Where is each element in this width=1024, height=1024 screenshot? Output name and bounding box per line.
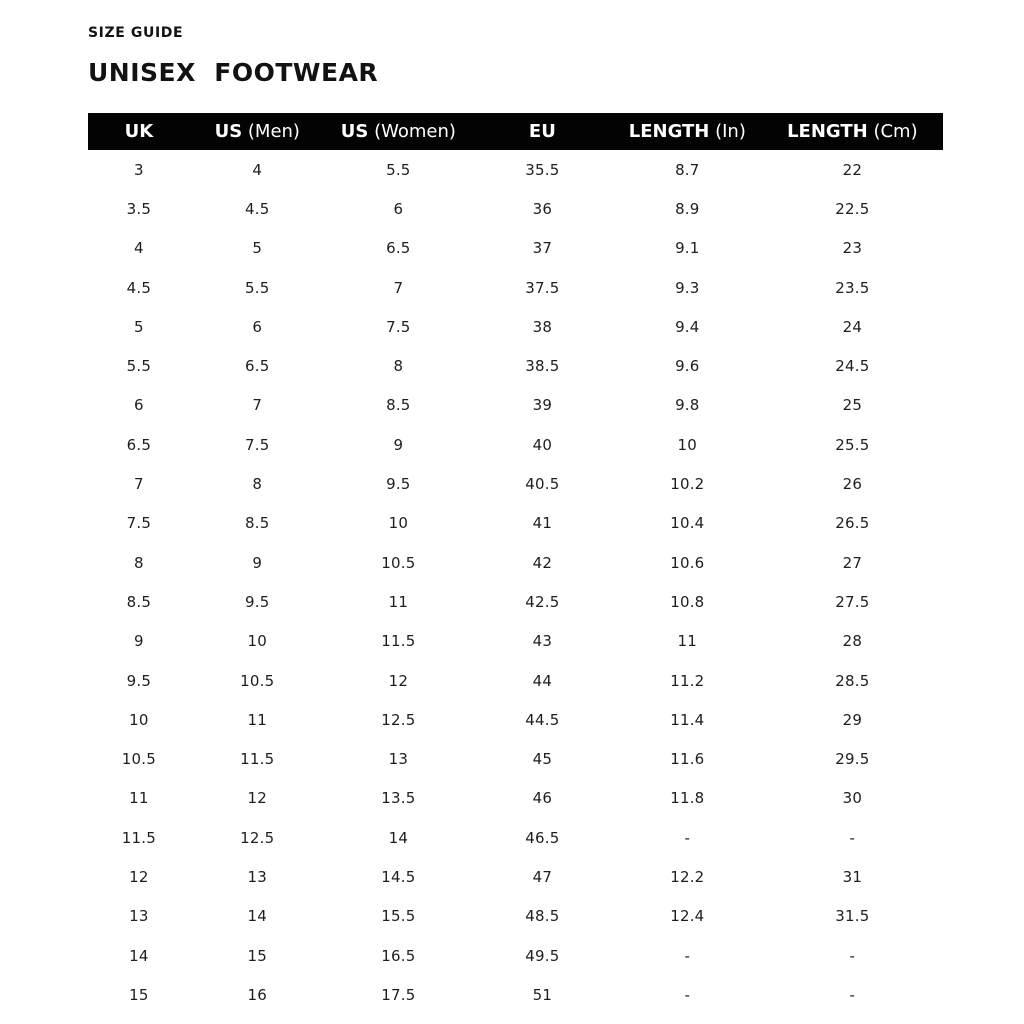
col-header-bold: US <box>214 121 243 142</box>
size-cell: 9.1 <box>675 239 700 258</box>
size-guide-label: SIZE GUIDE <box>88 25 184 41</box>
size-cell: - <box>849 828 856 847</box>
size-cell: 24 <box>842 317 863 336</box>
table-row <box>88 582 943 621</box>
size-cell: 29 <box>842 710 863 729</box>
size-cell: 37.5 <box>525 278 560 297</box>
page-title: UNISEX FOOTWEAR <box>88 58 379 87</box>
size-cell: 16 <box>247 985 268 1004</box>
size-cell: 49.5 <box>525 946 560 965</box>
table-row <box>88 307 943 346</box>
table-row <box>88 857 943 896</box>
table-row <box>88 229 943 268</box>
col-header-rest: (Men) <box>242 121 300 142</box>
size-cell: - <box>684 985 691 1004</box>
col-header-bold: UK <box>124 121 154 142</box>
size-cell: 44.5 <box>525 710 560 729</box>
col-header-rest: (Women) <box>368 121 456 142</box>
size-cell: 7.5 <box>386 317 411 336</box>
size-cell: 6 <box>252 317 263 336</box>
table-row <box>88 425 943 464</box>
size-cell: 9.4 <box>675 317 700 336</box>
col-header-bold: EU <box>528 121 556 142</box>
table-row <box>88 346 943 385</box>
size-cell: 10.5 <box>121 750 156 769</box>
table-row <box>88 543 943 582</box>
size-cell: 5 <box>133 317 144 336</box>
size-cell: 29.5 <box>835 750 870 769</box>
size-cell: 15.5 <box>381 907 416 926</box>
size-cell: 12.5 <box>240 828 275 847</box>
size-cell: 6.5 <box>126 435 152 454</box>
size-cell: 44 <box>532 671 553 690</box>
table-row <box>88 150 943 189</box>
size-conversion-table <box>88 113 943 1015</box>
size-cell: 6.5 <box>386 239 411 258</box>
size-cell: 12 <box>129 867 149 886</box>
size-cell: 38 <box>532 317 553 336</box>
table-row <box>88 897 943 936</box>
size-cell: 12.5 <box>381 710 416 729</box>
size-cell: - <box>684 946 691 965</box>
table-row <box>88 189 943 228</box>
size-cell: 6 <box>393 199 404 218</box>
size-cell: 10.6 <box>670 553 705 572</box>
size-cell: 13.5 <box>381 789 416 808</box>
size-cell: 12.2 <box>670 867 705 886</box>
size-cell: 8 <box>133 553 144 572</box>
size-cell: 36 <box>532 199 553 218</box>
size-cell: 22 <box>842 160 863 179</box>
size-cell: 10 <box>677 435 698 454</box>
size-cell: 28.5 <box>835 671 870 690</box>
size-cell: 46 <box>532 789 553 808</box>
size-cell: 13 <box>247 867 268 886</box>
size-cell: 5 <box>252 239 263 258</box>
size-cell: 4 <box>252 160 263 179</box>
size-cell: 5.5 <box>386 160 411 179</box>
size-cell: 46.5 <box>525 828 560 847</box>
size-cell: 11.8 <box>670 789 705 808</box>
table-row <box>88 975 943 1014</box>
table-row <box>88 622 943 661</box>
size-cell: 12 <box>247 789 268 808</box>
size-cell: 28 <box>842 632 863 651</box>
size-cell: 11 <box>129 789 149 808</box>
size-cell: 30 <box>842 789 863 808</box>
size-cell: 9.3 <box>675 278 700 297</box>
col-header-us-men <box>190 113 325 150</box>
size-cell: 7.5 <box>245 435 270 454</box>
size-cell: 27 <box>842 553 863 572</box>
size-cell: 7 <box>393 278 404 297</box>
table-header-row <box>88 113 943 150</box>
size-cell: 11.2 <box>670 671 705 690</box>
table-row <box>88 818 943 857</box>
size-cell: 51 <box>532 985 553 1004</box>
size-cell: 8 <box>393 357 404 376</box>
size-cell: 9.6 <box>675 357 700 376</box>
size-cell: - <box>849 946 856 965</box>
size-cell: 10.2 <box>670 475 705 494</box>
size-cell: 11.5 <box>121 828 156 847</box>
size-cell: 25 <box>842 396 863 415</box>
size-cell: 8.7 <box>675 160 700 179</box>
size-cell: 22.5 <box>835 199 870 218</box>
size-cell: 8.5 <box>245 514 270 533</box>
size-cell: 37 <box>532 239 553 258</box>
size-cell: 15 <box>129 985 149 1004</box>
size-table-body <box>88 150 943 1015</box>
size-cell: 40 <box>532 435 553 454</box>
table-row <box>88 739 943 778</box>
size-cell: 3.5 <box>126 199 152 218</box>
size-cell: 12 <box>388 671 409 690</box>
size-cell: - <box>849 985 856 1004</box>
size-cell: 8.5 <box>126 592 152 611</box>
size-cell: 10.8 <box>670 592 705 611</box>
size-cell: 23 <box>842 239 863 258</box>
size-cell: 10.5 <box>240 671 275 690</box>
size-cell: 11.5 <box>381 632 416 651</box>
table-row <box>88 464 943 503</box>
table-row <box>88 504 943 543</box>
size-cell: 25.5 <box>835 435 870 454</box>
size-cell: 42.5 <box>525 592 560 611</box>
size-cell: 8.9 <box>675 199 700 218</box>
size-cell: 9.8 <box>675 396 700 415</box>
col-header-eu <box>472 113 613 150</box>
size-cell: 9 <box>393 435 404 454</box>
size-cell: 3 <box>133 160 144 179</box>
size-cell: 6.5 <box>245 357 270 376</box>
size-cell: 31 <box>842 867 863 886</box>
size-cell: 11 <box>247 710 268 729</box>
size-cell: 13 <box>388 750 409 769</box>
size-cell: 38.5 <box>525 357 560 376</box>
size-cell: 12.4 <box>670 907 705 926</box>
size-cell: 48.5 <box>525 907 560 926</box>
table-row <box>88 268 943 307</box>
size-cell: 35.5 <box>525 160 560 179</box>
size-cell: 43 <box>532 632 553 651</box>
col-header-rest: (Cm) <box>867 121 918 142</box>
size-cell: 8 <box>252 475 263 494</box>
size-cell: 9.5 <box>245 592 270 611</box>
size-cell: 31.5 <box>835 907 870 926</box>
size-cell: 27.5 <box>835 592 870 611</box>
col-header-uk <box>88 113 190 150</box>
size-cell: 11.6 <box>670 750 705 769</box>
size-cell: 11.4 <box>670 710 705 729</box>
size-cell: 24.5 <box>835 357 870 376</box>
size-cell: 47 <box>532 867 553 886</box>
size-cell: 9 <box>133 632 144 651</box>
size-cell: 14 <box>388 828 409 847</box>
size-cell: 4.5 <box>126 278 152 297</box>
size-cell: 26 <box>842 475 863 494</box>
size-cell: 42 <box>532 553 553 572</box>
size-cell: 41 <box>532 514 553 533</box>
size-cell: 10 <box>388 514 409 533</box>
size-cell: 40.5 <box>525 475 560 494</box>
size-cell: 11.5 <box>240 750 275 769</box>
size-cell: 7 <box>252 396 263 415</box>
size-cell: 5.5 <box>126 357 152 376</box>
size-cell: 26.5 <box>835 514 870 533</box>
size-cell: 14 <box>129 946 149 965</box>
size-cell: 4.5 <box>245 199 270 218</box>
size-cell: 45 <box>532 750 553 769</box>
size-cell: 10.4 <box>670 514 705 533</box>
col-header-rest: (In) <box>709 121 746 142</box>
size-cell: 7 <box>133 475 144 494</box>
size-cell: - <box>684 828 691 847</box>
size-cell: 4 <box>133 239 144 258</box>
col-header-bold: LENGTH <box>787 121 868 142</box>
size-cell: 10 <box>129 710 149 729</box>
col-header-bold: LENGTH <box>628 121 710 142</box>
table-row <box>88 661 943 700</box>
size-cell: 11 <box>677 632 698 651</box>
size-cell: 10 <box>247 632 268 651</box>
size-cell: 14.5 <box>381 867 416 886</box>
size-cell: 14 <box>247 907 268 926</box>
col-header-length-in <box>613 113 762 150</box>
table-row <box>88 386 943 425</box>
size-cell: 9.5 <box>386 475 411 494</box>
col-header-bold: US <box>340 121 369 142</box>
size-cell: 6 <box>133 396 144 415</box>
table-row <box>88 779 943 818</box>
size-cell: 8.5 <box>386 396 411 415</box>
size-cell: 7.5 <box>126 514 152 533</box>
size-cell: 9.5 <box>126 671 152 690</box>
size-cell: 16.5 <box>381 946 416 965</box>
table-row <box>88 936 943 975</box>
size-cell: 11 <box>388 592 409 611</box>
size-cell: 10.5 <box>381 553 416 572</box>
table-row <box>88 700 943 739</box>
size-cell: 5.5 <box>245 278 270 297</box>
size-cell: 17.5 <box>381 985 416 1004</box>
col-header-us-women <box>325 113 472 150</box>
size-cell: 39 <box>532 396 553 415</box>
col-header-length-cm <box>762 113 943 150</box>
size-cell: 9 <box>252 553 263 572</box>
size-cell: 23.5 <box>835 278 870 297</box>
size-cell: 15 <box>247 946 268 965</box>
size-cell: 13 <box>129 907 149 926</box>
